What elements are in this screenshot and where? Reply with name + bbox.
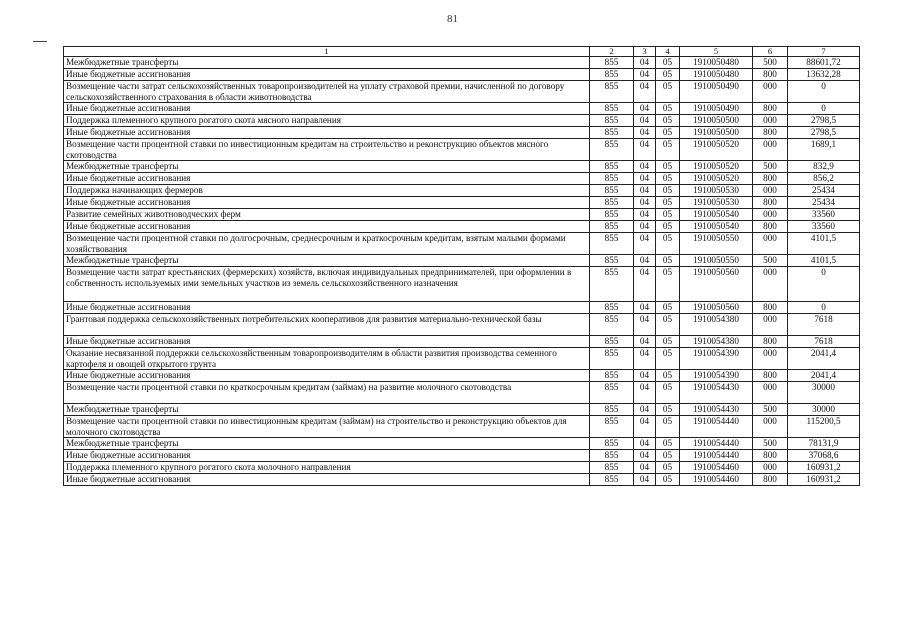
row-code-5: 1910050520 bbox=[680, 139, 753, 161]
row-code-6: 800 bbox=[753, 302, 788, 314]
row-code-3: 04 bbox=[634, 416, 656, 438]
row-name: Иные бюджетные ассигнования bbox=[64, 450, 590, 462]
row-amount: 13632,28 bbox=[788, 69, 860, 81]
row-code-5: 1910054440 bbox=[680, 416, 753, 438]
row-amount: 33560 bbox=[788, 209, 860, 221]
row-code-4: 05 bbox=[656, 302, 680, 314]
row-name: Поддержка начинающих фермеров bbox=[64, 185, 590, 197]
row-code-4: 05 bbox=[656, 462, 680, 474]
row-code-3: 04 bbox=[634, 139, 656, 161]
row-code-2: 855 bbox=[590, 103, 634, 115]
table-row bbox=[64, 161, 860, 173]
row-code-5: 1910050530 bbox=[680, 185, 753, 197]
row-code-6: 000 bbox=[753, 233, 788, 255]
row-name: Иные бюджетные ассигнования bbox=[64, 197, 590, 209]
table-row bbox=[64, 103, 860, 115]
column-header-1: 1 bbox=[64, 47, 590, 57]
row-code-6: 000 bbox=[753, 115, 788, 127]
row-code-6: 800 bbox=[753, 173, 788, 185]
row-code-6: 500 bbox=[753, 438, 788, 450]
column-header-7: 7 bbox=[788, 47, 860, 57]
table-row bbox=[64, 404, 860, 416]
page-number: 81 bbox=[447, 13, 458, 25]
row-code-2: 855 bbox=[590, 370, 634, 382]
row-code-2: 855 bbox=[590, 221, 634, 233]
column-header-4: 4 bbox=[656, 47, 680, 57]
row-code-5: 1910050490 bbox=[680, 81, 753, 103]
row-code-5: 1910054440 bbox=[680, 438, 753, 450]
row-code-4: 05 bbox=[656, 173, 680, 185]
row-code-4: 05 bbox=[656, 336, 680, 348]
row-code-5: 1910054430 bbox=[680, 404, 753, 416]
row-code-4: 05 bbox=[656, 139, 680, 161]
row-code-5: 1910050520 bbox=[680, 161, 753, 173]
row-name: Межбюджетные трансферты bbox=[64, 161, 590, 173]
row-code-5: 1910054460 bbox=[680, 462, 753, 474]
row-code-2: 855 bbox=[590, 382, 634, 404]
row-name: Иные бюджетные ассигнования bbox=[64, 69, 590, 81]
row-amount: 1689,1 bbox=[788, 139, 860, 161]
row-amount: 2798,5 bbox=[788, 115, 860, 127]
row-amount: 0 bbox=[788, 267, 860, 302]
row-amount: 7618 bbox=[788, 314, 860, 336]
table-row bbox=[64, 197, 860, 209]
row-name: Возмещение части процентной ставки по инвестиционным кредитам (займам) на строительство и реконструкцию объектов для молочного скотоводства bbox=[64, 416, 590, 438]
row-amount: 0 bbox=[788, 302, 860, 314]
row-amount: 7618 bbox=[788, 336, 860, 348]
row-code-6: 800 bbox=[753, 370, 788, 382]
row-code-6: 000 bbox=[753, 81, 788, 103]
row-name: Возмещение части затрат сельскохозяйственных товаропроизводителей на уплату страховой премии, начисленной по договору сельскохозяйственного страхования в области животноводства bbox=[64, 81, 590, 103]
row-name: Межбюджетные трансферты bbox=[64, 57, 590, 69]
row-code-2: 855 bbox=[590, 127, 634, 139]
table-row bbox=[64, 233, 860, 255]
row-code-2: 855 bbox=[590, 404, 634, 416]
row-code-3: 04 bbox=[634, 81, 656, 103]
row-code-6: 800 bbox=[753, 197, 788, 209]
column-header-2: 2 bbox=[590, 47, 634, 57]
table-row bbox=[64, 267, 860, 302]
row-code-5: 1910050550 bbox=[680, 255, 753, 267]
row-code-2: 855 bbox=[590, 314, 634, 336]
table-row bbox=[64, 474, 860, 486]
table-row bbox=[64, 127, 860, 139]
header-row bbox=[64, 47, 860, 57]
row-code-3: 04 bbox=[634, 185, 656, 197]
row-code-2: 855 bbox=[590, 462, 634, 474]
row-code-4: 05 bbox=[656, 221, 680, 233]
row-code-2: 855 bbox=[590, 267, 634, 302]
row-code-5: 1910054380 bbox=[680, 336, 753, 348]
table-row bbox=[64, 348, 860, 370]
row-code-2: 855 bbox=[590, 81, 634, 103]
row-code-4: 05 bbox=[656, 404, 680, 416]
row-code-3: 04 bbox=[634, 115, 656, 127]
row-code-2: 855 bbox=[590, 173, 634, 185]
row-amount: 25434 bbox=[788, 185, 860, 197]
row-code-4: 05 bbox=[656, 115, 680, 127]
row-amount: 160931,2 bbox=[788, 474, 860, 486]
table-row bbox=[64, 255, 860, 267]
row-code-4: 05 bbox=[656, 255, 680, 267]
row-code-4: 05 bbox=[656, 103, 680, 115]
row-code-2: 855 bbox=[590, 348, 634, 370]
row-code-6: 800 bbox=[753, 474, 788, 486]
row-code-4: 05 bbox=[656, 185, 680, 197]
row-code-2: 855 bbox=[590, 450, 634, 462]
column-header-5: 5 bbox=[680, 47, 753, 57]
row-code-2: 855 bbox=[590, 474, 634, 486]
row-code-3: 04 bbox=[634, 103, 656, 115]
row-code-2: 855 bbox=[590, 233, 634, 255]
table-row bbox=[64, 57, 860, 69]
row-code-6: 000 bbox=[753, 314, 788, 336]
row-code-3: 04 bbox=[634, 370, 656, 382]
table-row bbox=[64, 302, 860, 314]
table-row bbox=[64, 221, 860, 233]
table-row bbox=[64, 438, 860, 450]
row-code-5: 1910054390 bbox=[680, 348, 753, 370]
row-name: Грантовая поддержка сельскохозяйственных потребительских кооперативов для развития материально-технической базы bbox=[64, 314, 590, 336]
row-code-6: 500 bbox=[753, 57, 788, 69]
row-name: Иные бюджетные ассигнования bbox=[64, 302, 590, 314]
row-code-5: 1910054440 bbox=[680, 450, 753, 462]
row-code-5: 1910054430 bbox=[680, 382, 753, 404]
row-code-3: 04 bbox=[634, 438, 656, 450]
column-header-6: 6 bbox=[753, 47, 788, 57]
row-code-2: 855 bbox=[590, 115, 634, 127]
row-code-6: 000 bbox=[753, 416, 788, 438]
row-code-3: 04 bbox=[634, 302, 656, 314]
table-row bbox=[64, 185, 860, 197]
row-code-2: 855 bbox=[590, 416, 634, 438]
row-code-4: 05 bbox=[656, 233, 680, 255]
table-row bbox=[64, 370, 860, 382]
table-row bbox=[64, 450, 860, 462]
row-amount: 2041,4 bbox=[788, 370, 860, 382]
row-name: Возмещение части процентной ставки по инвестиционным кредитам на строительство и реконструкцию объектов мясного скотоводства bbox=[64, 139, 590, 161]
table-row bbox=[64, 462, 860, 474]
row-code-4: 05 bbox=[656, 370, 680, 382]
row-code-6: 000 bbox=[753, 185, 788, 197]
row-code-6: 500 bbox=[753, 404, 788, 416]
row-amount: 832,9 bbox=[788, 161, 860, 173]
row-code-4: 05 bbox=[656, 209, 680, 221]
row-code-2: 855 bbox=[590, 185, 634, 197]
table-row bbox=[64, 173, 860, 185]
row-code-5: 1910050480 bbox=[680, 69, 753, 81]
row-code-2: 855 bbox=[590, 255, 634, 267]
row-code-3: 04 bbox=[634, 233, 656, 255]
row-code-3: 04 bbox=[634, 348, 656, 370]
table-row bbox=[64, 416, 860, 438]
row-code-2: 855 bbox=[590, 139, 634, 161]
row-code-4: 05 bbox=[656, 81, 680, 103]
row-code-4: 05 bbox=[656, 161, 680, 173]
row-amount: 115200,5 bbox=[788, 416, 860, 438]
row-code-4: 05 bbox=[656, 438, 680, 450]
row-code-6: 800 bbox=[753, 69, 788, 81]
row-code-5: 1910050490 bbox=[680, 103, 753, 115]
row-code-5: 1910050520 bbox=[680, 173, 753, 185]
row-code-5: 1910050560 bbox=[680, 267, 753, 302]
row-code-3: 04 bbox=[634, 161, 656, 173]
row-code-5: 1910050480 bbox=[680, 57, 753, 69]
row-code-6: 000 bbox=[753, 348, 788, 370]
row-code-3: 04 bbox=[634, 209, 656, 221]
row-code-3: 04 bbox=[634, 127, 656, 139]
row-amount: 4101,5 bbox=[788, 233, 860, 255]
row-code-6: 800 bbox=[753, 221, 788, 233]
row-code-6: 500 bbox=[753, 255, 788, 267]
row-code-5: 1910050500 bbox=[680, 115, 753, 127]
row-code-3: 04 bbox=[634, 57, 656, 69]
row-code-3: 04 bbox=[634, 221, 656, 233]
row-code-4: 05 bbox=[656, 348, 680, 370]
row-code-2: 855 bbox=[590, 69, 634, 81]
row-code-6: 800 bbox=[753, 103, 788, 115]
row-code-5: 1910050560 bbox=[680, 302, 753, 314]
row-amount: 33560 bbox=[788, 221, 860, 233]
row-code-2: 855 bbox=[590, 197, 634, 209]
row-code-4: 05 bbox=[656, 57, 680, 69]
row-code-2: 855 bbox=[590, 438, 634, 450]
row-code-4: 05 bbox=[656, 416, 680, 438]
row-code-6: 000 bbox=[753, 209, 788, 221]
row-name: Развитие семейных животноводческих ферм bbox=[64, 209, 590, 221]
row-code-2: 855 bbox=[590, 302, 634, 314]
row-code-5: 1910050540 bbox=[680, 209, 753, 221]
row-code-6: 000 bbox=[753, 267, 788, 302]
margin-mark bbox=[33, 41, 47, 42]
row-amount: 4101,5 bbox=[788, 255, 860, 267]
row-name: Возмещение части процентной ставки по краткосрочным кредитам (займам) на развитие молочного скотоводства bbox=[64, 382, 590, 404]
row-name: Иные бюджетные ассигнования bbox=[64, 173, 590, 185]
row-code-3: 04 bbox=[634, 336, 656, 348]
row-code-3: 04 bbox=[634, 382, 656, 404]
row-amount: 0 bbox=[788, 81, 860, 103]
row-code-5: 1910050530 bbox=[680, 197, 753, 209]
row-name: Иные бюджетные ассигнования bbox=[64, 103, 590, 115]
row-code-5: 1910054390 bbox=[680, 370, 753, 382]
row-code-4: 05 bbox=[656, 450, 680, 462]
row-code-5: 1910050550 bbox=[680, 233, 753, 255]
row-amount: 2041,4 bbox=[788, 348, 860, 370]
row-code-4: 05 bbox=[656, 474, 680, 486]
row-code-3: 04 bbox=[634, 404, 656, 416]
row-code-2: 855 bbox=[590, 336, 634, 348]
row-code-5: 1910054460 bbox=[680, 474, 753, 486]
row-code-6: 000 bbox=[753, 139, 788, 161]
row-name: Возмещение части процентной ставки по долгосрочным, среднесрочным и краткосрочным кредитам, взятым малыми формами хозяйствования bbox=[64, 233, 590, 255]
row-name: Межбюджетные трансферты bbox=[64, 255, 590, 267]
row-code-6: 800 bbox=[753, 450, 788, 462]
row-code-6: 500 bbox=[753, 161, 788, 173]
table-row bbox=[64, 81, 860, 103]
row-amount: 30000 bbox=[788, 404, 860, 416]
row-code-3: 04 bbox=[634, 267, 656, 302]
row-name: Межбюджетные трансферты bbox=[64, 404, 590, 416]
table-row bbox=[64, 314, 860, 336]
row-code-2: 855 bbox=[590, 57, 634, 69]
row-code-4: 05 bbox=[656, 267, 680, 302]
row-name: Возмещение части затрат крестьянских (фермерских) хозяйств, включая индивидуальных предпринимателей, при оформлении в собственность используемых ими земельных участков из земель сельскохозяйственного назначения bbox=[64, 267, 590, 302]
column-header-3: 3 bbox=[634, 47, 656, 57]
row-code-3: 04 bbox=[634, 255, 656, 267]
row-code-6: 000 bbox=[753, 462, 788, 474]
row-code-6: 800 bbox=[753, 127, 788, 139]
row-code-3: 04 bbox=[634, 474, 656, 486]
row-code-2: 855 bbox=[590, 209, 634, 221]
table-row bbox=[64, 115, 860, 127]
row-code-2: 855 bbox=[590, 161, 634, 173]
row-amount: 2798,5 bbox=[788, 127, 860, 139]
row-code-3: 04 bbox=[634, 314, 656, 336]
table-row bbox=[64, 139, 860, 161]
row-code-3: 04 bbox=[634, 450, 656, 462]
row-amount: 160931,2 bbox=[788, 462, 860, 474]
row-amount: 0 bbox=[788, 103, 860, 115]
row-name: Иные бюджетные ассигнования bbox=[64, 336, 590, 348]
row-amount: 25434 bbox=[788, 197, 860, 209]
table-row bbox=[64, 382, 860, 404]
row-amount: 88601,72 bbox=[788, 57, 860, 69]
row-name: Межбюджетные трансферты bbox=[64, 438, 590, 450]
row-amount: 78131,9 bbox=[788, 438, 860, 450]
row-name: Иные бюджетные ассигнования bbox=[64, 474, 590, 486]
budget-table bbox=[63, 46, 860, 486]
row-code-3: 04 bbox=[634, 462, 656, 474]
row-name: Оказание несвязанной поддержки сельскохозяйственным товаропроизводителям в области развития производства семенного картофеля и овощей открытого грунта bbox=[64, 348, 590, 370]
table-row bbox=[64, 336, 860, 348]
row-name: Иные бюджетные ассигнования bbox=[64, 127, 590, 139]
row-amount: 37068,6 bbox=[788, 450, 860, 462]
table-body bbox=[64, 57, 860, 486]
row-code-4: 05 bbox=[656, 127, 680, 139]
row-code-6: 000 bbox=[753, 382, 788, 404]
row-amount: 856,2 bbox=[788, 173, 860, 185]
row-code-6: 800 bbox=[753, 336, 788, 348]
row-code-5: 1910054380 bbox=[680, 314, 753, 336]
row-name: Иные бюджетные ассигнования bbox=[64, 221, 590, 233]
row-code-3: 04 bbox=[634, 69, 656, 81]
row-code-5: 1910050500 bbox=[680, 127, 753, 139]
row-code-4: 05 bbox=[656, 197, 680, 209]
row-code-4: 05 bbox=[656, 382, 680, 404]
row-amount: 30000 bbox=[788, 382, 860, 404]
row-code-3: 04 bbox=[634, 173, 656, 185]
row-code-3: 04 bbox=[634, 197, 656, 209]
row-name: Поддержка племенного крупного рогатого скота мясного направления bbox=[64, 115, 590, 127]
row-name: Иные бюджетные ассигнования bbox=[64, 370, 590, 382]
row-code-5: 1910050540 bbox=[680, 221, 753, 233]
table-row bbox=[64, 69, 860, 81]
row-code-4: 05 bbox=[656, 314, 680, 336]
row-code-4: 05 bbox=[656, 69, 680, 81]
row-name: Поддержка племенного крупного рогатого скота молочного направления bbox=[64, 462, 590, 474]
table-row bbox=[64, 209, 860, 221]
